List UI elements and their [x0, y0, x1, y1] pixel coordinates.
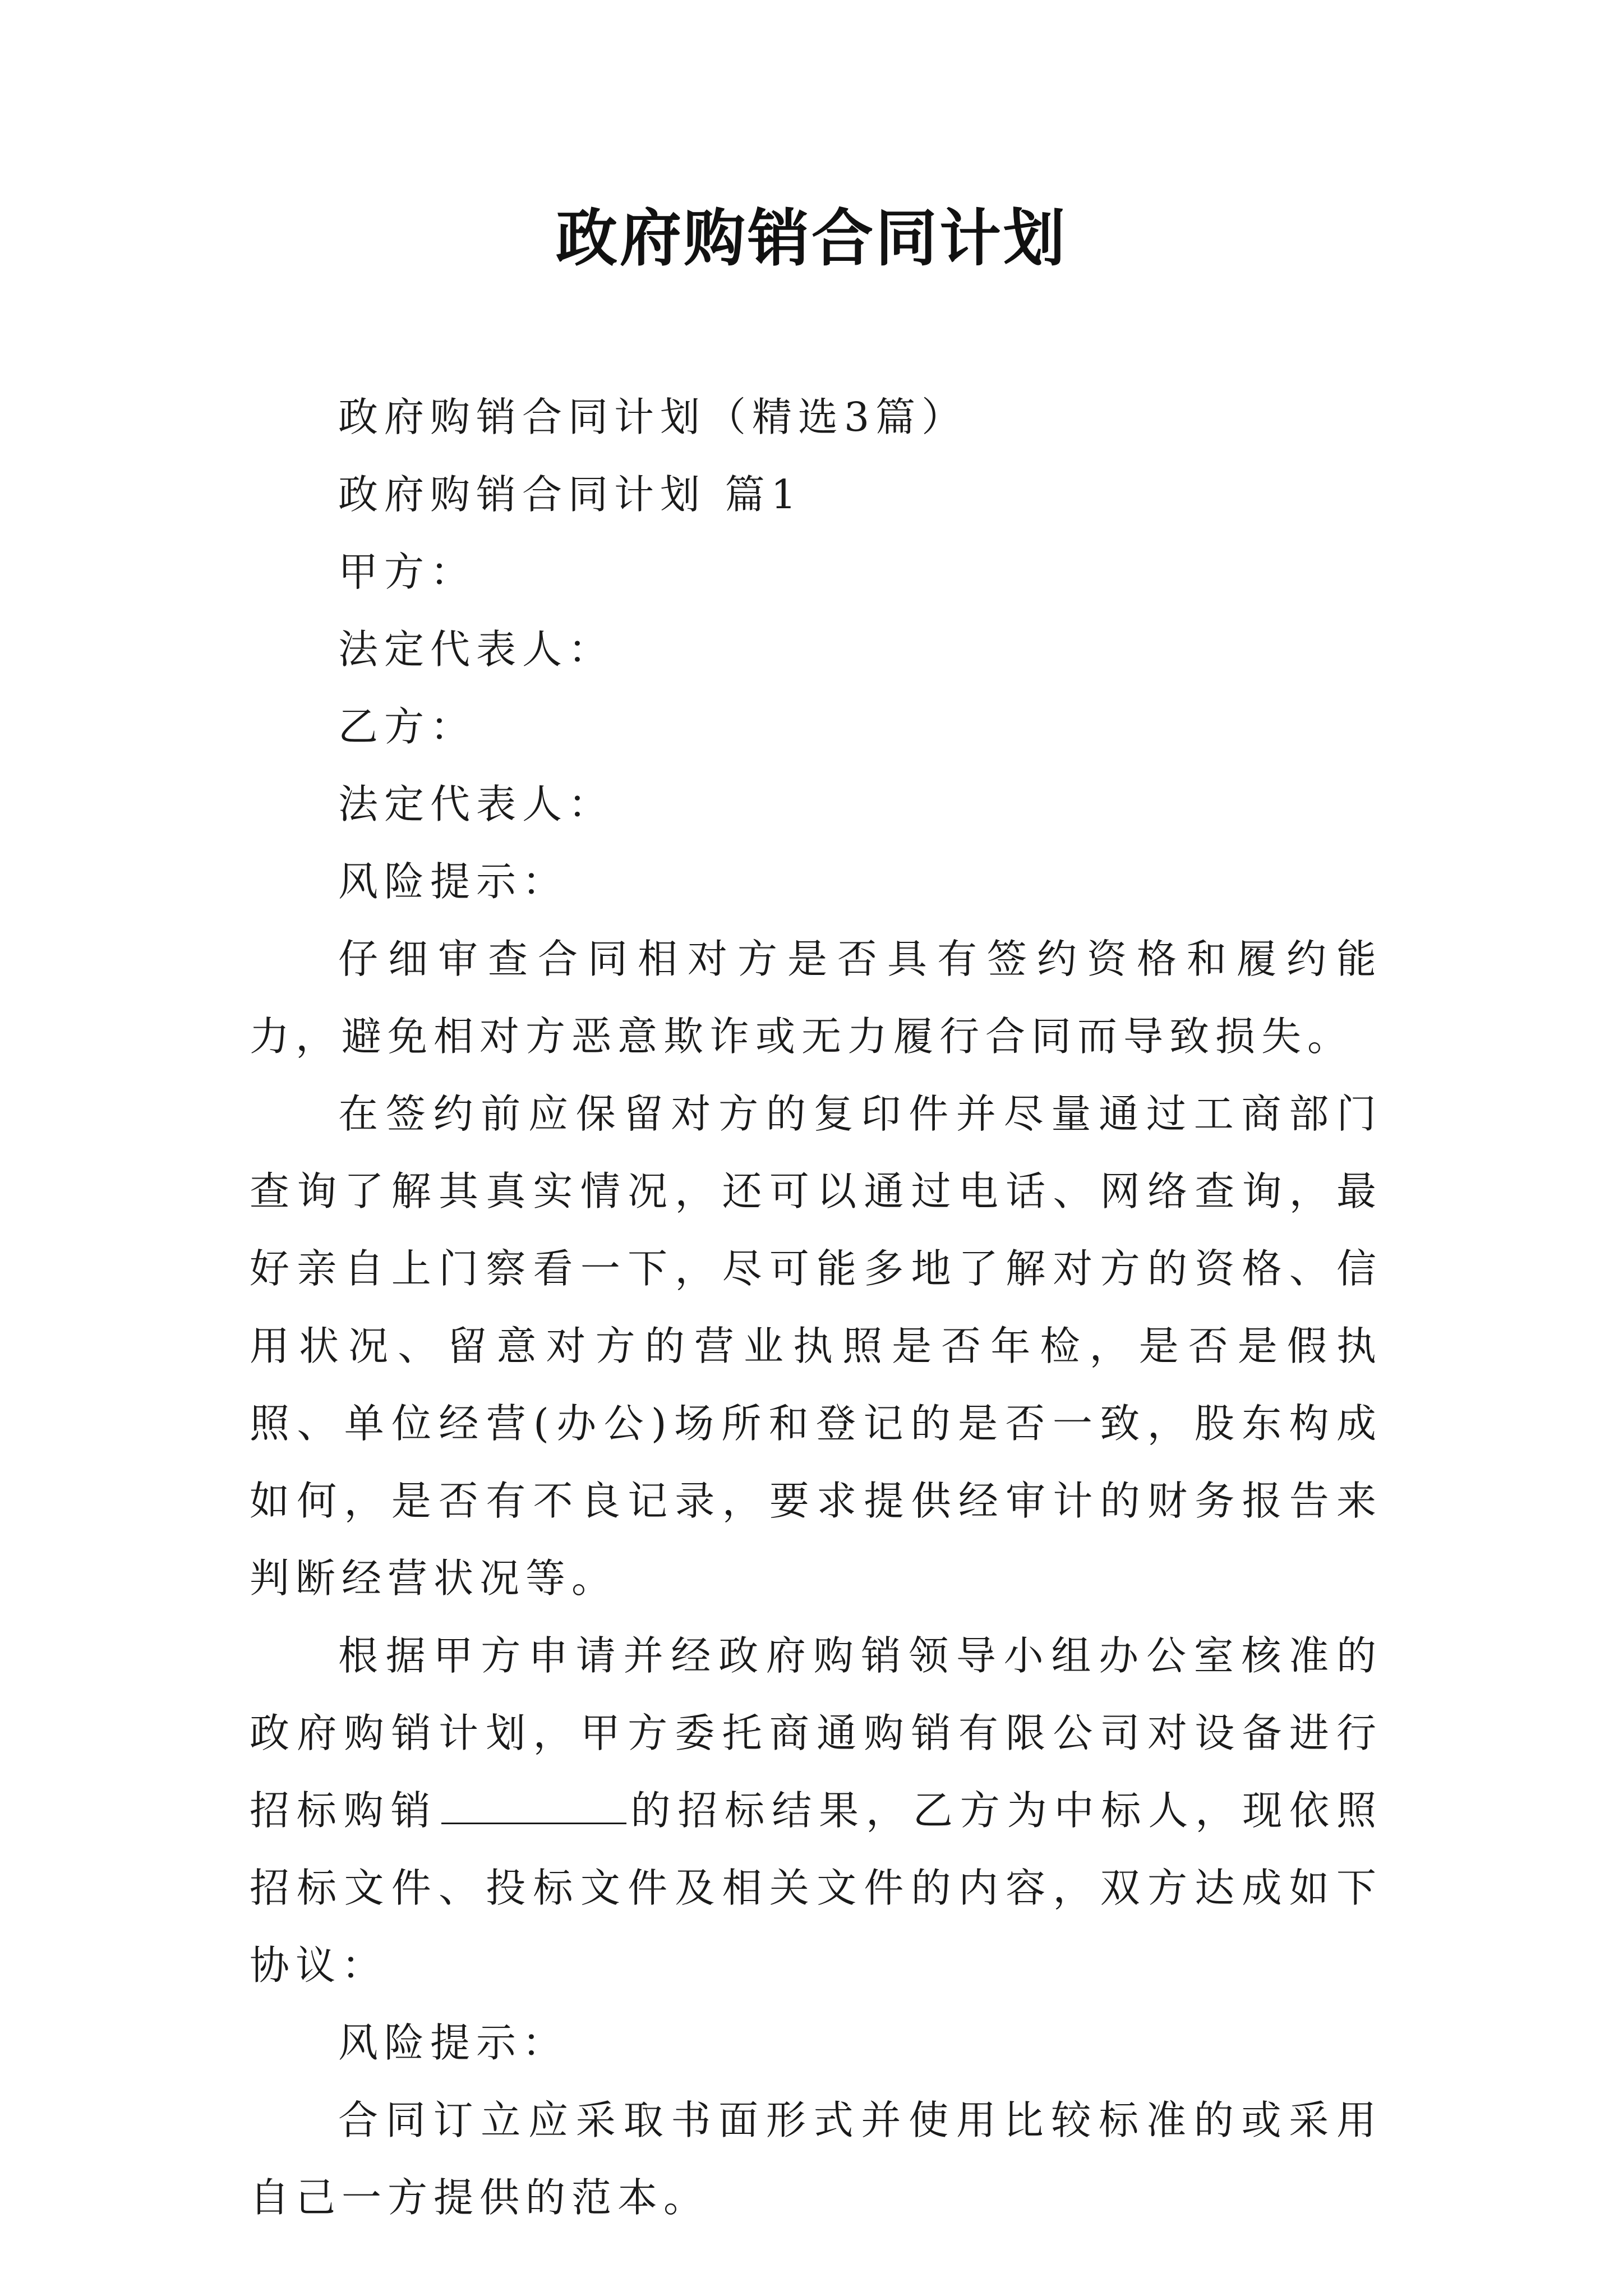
party-a-label: 甲方： [338, 549, 477, 595]
party-a-representative-label: 法定代表人： [338, 626, 615, 673]
party-b-label: 乙方： [338, 703, 477, 750]
document-title: 政府购销合同计划 [556, 203, 1067, 274]
procurement-basis-text-start: 根据甲方申请并经政府购销领导小组办公室核准的政府购销计划，甲方委托商通购销有限公司对设备进行招标购销 [250, 1632, 1382, 1834]
procurement-basis-text-end: 的招标结果，乙方为中标人，现依照招标文件、投标文件及相关文件的内容，双方达成如下协议： [250, 1787, 1382, 1989]
fill-in-blank-line [441, 1788, 626, 1824]
paragraph-written-form: 合同订立应采取书面形式并使用比较标准的或采用自己一方提供的范本。 [250, 2097, 1382, 2221]
risk-tip-heading-2: 风险提示： [338, 2019, 569, 2066]
paragraph-verification-advice: 在签约前应保留对方的复印件并尽量通过工商部门查询了解其真实情况，还可以通过电话、网络查询，最好亲自上门察看一下，尽可能多地了解对方的资格、信用状况、留意对方的营业执照是否年检，是否是假执照、单位经营(办公)场所和登记的是否一致，股东构成如何，是否有不良记录，要求提供经审计的财务报告来判断经营状况等。 [250, 1091, 1382, 1602]
risk-tip-heading: 风险提示： [338, 858, 569, 905]
section-heading: 政府购销合同计划 篇1 [338, 471, 803, 518]
document-body [250, 379, 1382, 2237]
paragraph-qualification-review: 仔细审查合同相对方是否具有签约资格和履约能力，避免相对方恶意欺诈或无力履行合同而导致损失。 [250, 936, 1382, 1060]
document-subtitle: 政府购销合同计划（精选3篇） [338, 394, 968, 440]
paragraph-procurement-basis [250, 1617, 1382, 2004]
party-b-representative-label: 法定代表人： [338, 781, 615, 827]
